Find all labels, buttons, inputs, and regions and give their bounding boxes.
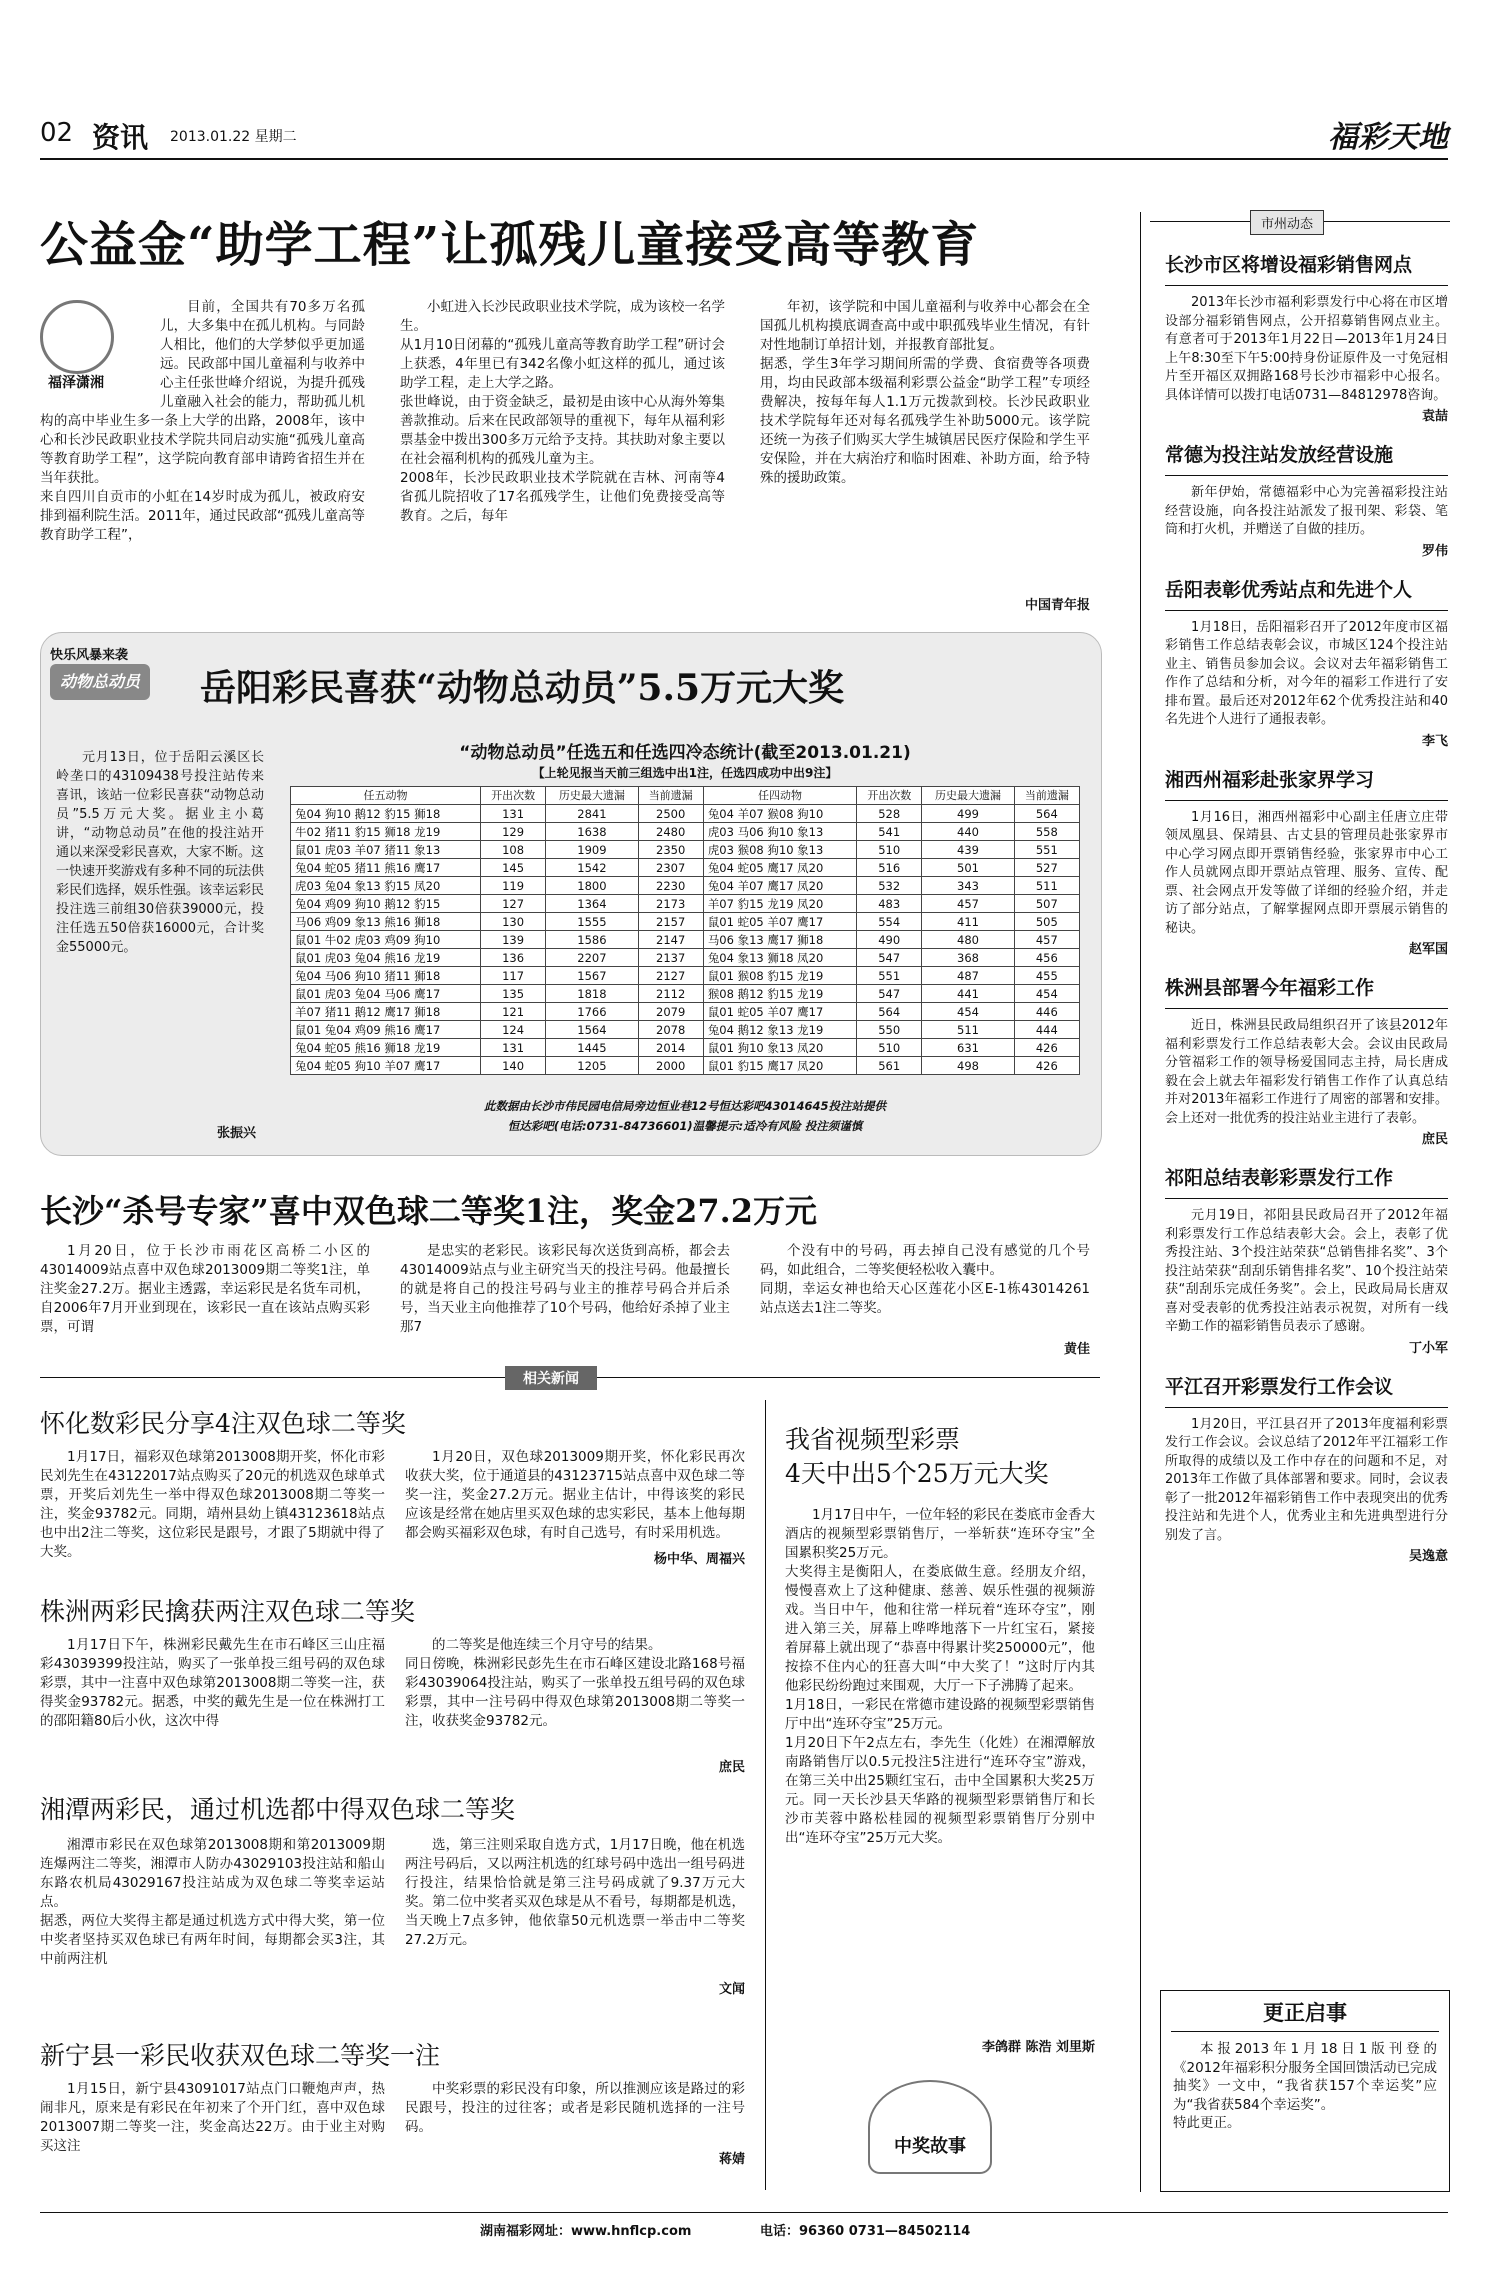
logo-spacer xyxy=(40,298,160,408)
box-author: 张振兴 xyxy=(216,1126,256,1141)
correction-title: 更正启事 xyxy=(1171,1991,1439,2032)
footer-website: 湖南福彩网址：www.hnflcp.com xyxy=(480,2224,692,2239)
table-cell: 129 xyxy=(480,823,545,841)
th-r4-animals: 任四动物 xyxy=(703,787,856,805)
table-cell: 兔04 羊07 鹰17 凤20 xyxy=(703,877,856,895)
huaihua-col2 xyxy=(405,1448,745,1550)
table-cell: 130 xyxy=(480,913,545,931)
table-cell: 516 xyxy=(857,859,922,877)
table-body xyxy=(291,805,1080,1075)
table-cell: 532 xyxy=(857,877,922,895)
table-cell: 虎03 猴08 狗10 象13 xyxy=(703,841,856,859)
xinning-author: 蒋婧 xyxy=(718,2152,745,2167)
table-row xyxy=(291,859,1080,877)
video-article-body xyxy=(785,1506,1095,2046)
table-cell: 480 xyxy=(922,931,1014,949)
table-cell: 108 xyxy=(480,841,545,859)
huaihua-col2-text: 1月20日，双色球2013009期开奖，怀化彩民再次收获大奖，位于通道县的43123715站点喜中双色球二等奖一注，奖金27.2万元。据业主估计，中得该奖的彩民应该是经常在她店里买双色球的忠实彩民，基本上他每期都会购买福彩双色球，有时自己选号，有时采用机选。 xyxy=(405,1449,745,1541)
table-cell: 117 xyxy=(480,967,545,985)
sidebar-title-rule xyxy=(1165,1198,1448,1199)
table-cell: 121 xyxy=(480,1003,545,1021)
table-cell: 547 xyxy=(857,985,922,1003)
table-cell: 2137 xyxy=(638,949,703,967)
changsha-col1-text: 1月20日，位于长沙市雨花区高桥二小区的43014009站点喜中双色球2013009期二等奖1注，单注奖金27.2万。据业主透露，幸运彩民是名货车司机，自2006年7月开业到现在，该彩民一直在该站点购买彩票，可谓 xyxy=(40,1243,370,1335)
table-cell: 528 xyxy=(857,805,922,823)
correction-text: 本报2013年1月18日1版刊登的《2012年福彩积分服务全国回馈活动已完成抽奖》一文中，“我省获157个幸运奖”应为“我省获584个幸运奖”。 特此更正。 xyxy=(1173,2041,1437,2131)
sidebar-news-text: 2013年长沙市福利彩票发行中心将在市区增设部分福彩销售网点，公开招募销售网点业主。有意者可于2013年1月22日—2013年1月24日上午8:30至下午5:00持身份证原件及一寸免冠相片至开福区双拥路168号长沙市福彩中心报名。具体详情可以拨打电话0731—84812978咨询。 xyxy=(1165,295,1448,403)
table-cell: 368 xyxy=(922,949,1014,967)
table-cell: 507 xyxy=(1014,895,1079,913)
table-cell: 兔04 蛇05 狗10 羊07 鹰17 xyxy=(291,1057,481,1075)
sidebar-news-title: 祁阳总结表彰彩票发行工作 xyxy=(1165,1167,1394,1189)
table-row xyxy=(291,1057,1080,1075)
table-cell: 兔04 马06 狗10 猪11 狮18 xyxy=(291,967,481,985)
sidebar-news-title: 平江召开彩票发行工作会议 xyxy=(1165,1375,1394,1398)
logo-text: 福泽潇湘 xyxy=(48,375,104,391)
sidebar-news-list xyxy=(1165,250,1448,1930)
table-row xyxy=(291,985,1080,1003)
cold-stats-table xyxy=(290,786,1080,1075)
video-article-author: 李鸽群 陈浩 刘里斯 xyxy=(981,2040,1095,2055)
winning-story-badge: 中奖故事 xyxy=(894,2136,966,2157)
table-cell: 1818 xyxy=(546,985,638,1003)
changsha-author: 黄佳 xyxy=(1063,1342,1090,1357)
table-cell: 2000 xyxy=(638,1057,703,1075)
footer-rule xyxy=(40,2212,1448,2213)
th-r4-curmiss: 当前遗漏 xyxy=(1014,787,1079,805)
table-cell: 505 xyxy=(1014,913,1079,931)
th-r4-count: 开出次数 xyxy=(857,787,922,805)
sidebar-title-rule xyxy=(1165,285,1448,286)
table-cell: 135 xyxy=(480,985,545,1003)
th-r5-curmiss: 当前遗漏 xyxy=(638,787,703,805)
zhuzhou-headline: 株洲两彩民擒获两注双色球二等奖 xyxy=(40,1597,416,1626)
table-cell: 1364 xyxy=(546,895,638,913)
table-cell: 1638 xyxy=(546,823,638,841)
main-article-col3 xyxy=(760,298,1090,608)
table-title: “动物总动员”任选五和任选四冷态统计(截至2013.01.21) xyxy=(459,743,911,763)
video-article-text: 1月17日中午，一位年轻的彩民在娄底市金香大酒店的视频型彩票销售厅，一举斩获“连环夺宝”全国累积奖25万元。 大奖得主是衡阳人，在娄底做生意。经朋友介绍，慢慢喜欢上了这种健康、慈善、娱乐性强的视频游戏。当日中午，他和往常一样玩着“连环夺宝”，刚进入第三关，屏幕上哗哗地落下一片红宝石，紧接着屏幕上就出现了“恭喜中得累计奖250000元”，他按捺不住内心的狂喜大叫“中大奖了！”这时厅内其他彩民纷纷跑过来围观，大厅一下子沸腾了起来。 1月18日，一彩民在常德市建设路的视频型彩票销售厅中出“连环夺宝”25万元。 1月20日下午2点左右，李先生（化姓）在湘潭解放南路销售厅以0.5元投注5注进行“连环夺宝”游戏，在第三关中出25颗红宝石，击中全国累积大奖25万元。同一天长沙县天华路的视频型彩票销售厅和长沙市芙蓉中路松桂园的视频型彩票销售厅分别中出“连环夺宝”25万元大奖。 xyxy=(785,1507,1095,1846)
table-cell: 鼠01 豹15 鹰17 凤20 xyxy=(703,1057,856,1075)
table-cell: 441 xyxy=(922,985,1014,1003)
table-cell: 124 xyxy=(480,1021,545,1039)
table-cell: 鼠01 虎03 兔04 马06 鹰17 xyxy=(291,985,481,1003)
table-cell: 527 xyxy=(1014,859,1079,877)
table-cell: 511 xyxy=(922,1021,1014,1039)
table-cell: 2207 xyxy=(546,949,638,967)
table-cell: 1567 xyxy=(546,967,638,985)
table-footnote-1: 此数据由长沙市伟民园电信局旁边恒业巷12号恒达彩吧43014645投注站提供 xyxy=(483,1099,886,1113)
sidebar-news-text: 新年伊始，常德福彩中心为完善福彩投注站经营设施，向各投注站派发了报刊架、彩袋、笔筒和打火机，并赠送了自做的挂历。 xyxy=(1165,485,1448,537)
xiangtan-col1-text: 湘潭市彩民在双色球第2013008期和第2013009期连爆两注二等奖，湘潭市人防办43029103投注站和船山东路农机局43029167投注站成为双色球二等奖幸运站点。 据悉，两位大奖得主都是通过机选方式中得大奖，第一位中奖者坚持买双色球已有两年时间，每期都会买3注，其中前两注机 xyxy=(40,1837,385,1967)
sidebar-news-author: 袁喆 xyxy=(1421,409,1448,424)
xiangtan-author: 文闻 xyxy=(718,1982,745,1997)
table-cell: 499 xyxy=(922,805,1014,823)
sidebar-badge: 市州动态 xyxy=(1250,210,1324,235)
table-cell: 564 xyxy=(1014,805,1079,823)
table-cell: 2500 xyxy=(638,805,703,823)
table-cell: 兔04 羊07 猴08 狗10 xyxy=(703,805,856,823)
table-cell: 鼠01 蛇05 羊07 鹰17 xyxy=(703,913,856,931)
table-cell: 564 xyxy=(857,1003,922,1021)
col1-text: 目前，全国共有70多万名孤儿，大多集中在孤儿机构。与同龄人相比，他们的大学梦似乎更加遥远。民政部中国儿童福利与收养中心主任张世峰介绍说，为提升孤残儿童融入社会的能力，帮助孤儿机构的高中毕业生多一条上大学的出路，2008年，该中心和长沙民政职业技术学院共同启动实施“孤残儿童高等教育助学工程”，这学院向教育部申请跨省招生并在当年获批。 来自四川自贡市的小虹在14岁时成为孤儿，被政府安排到福利院生活。2011年，通过民政部“孤残儿童高等教育助学工程”， xyxy=(40,299,365,543)
table-cell: 558 xyxy=(1014,823,1079,841)
col2-text: 小虹进入长沙民政职业技术学院，成为该校一名学生。 从1月10日闭幕的“孤残儿童高等教育助学工程”研讨会上获悉，4年里已有342名像小虹这样的孤儿，通过该助学工程，走上大学之路。 张世峰说，由于资金缺乏，最初是由该中心从海外筹集善款推动。后来在民政部领导的重视下，每年从福利彩票基金中拨出300多万元给予支持。其扶助对象主要以在社会福利机构的孤残儿童为主。 2008年，长沙民政职业技术学院就在吉林、河南等4省孤儿院招收了17名孤残学生，让他们免费接受高等教育。之后，每年 xyxy=(400,299,725,524)
xiangtan-col1 xyxy=(40,1836,385,1996)
table-cell: 501 xyxy=(922,859,1014,877)
table-cell: 马06 鸡09 象13 熊16 狮18 xyxy=(291,913,481,931)
date-value: 2013.01.22 xyxy=(170,129,251,145)
sidebar-news-author: 庶民 xyxy=(1421,1132,1448,1147)
table-cell: 2841 xyxy=(546,805,638,823)
box-story-text: 元月13日，位于岳阳云溪区长岭垄口的43109438号投注站传来喜讯，该站一位彩民喜获“动物总动员”5.5万元大奖。据业主小葛讲，“动物总动员”在他的投注站开通以来深受彩民喜欢，大家不断。这一快速开奖游戏有多种不同的玩法供彩民们选择，娱乐性强。该幸运彩民投注选三前组30倍获39000元，投注任选五50倍获16000元，合计奖金55000元。 xyxy=(56,750,264,955)
table-cell: 兔04 狗10 鹅12 豹15 狮18 xyxy=(291,805,481,823)
th-r5-animals: 任五动物 xyxy=(291,787,481,805)
sidebar-news-title: 常德为投注站发放经营设施 xyxy=(1165,444,1394,466)
table-cell: 1909 xyxy=(546,841,638,859)
table-cell: 139 xyxy=(480,931,545,949)
table-cell: 426 xyxy=(1014,1057,1079,1075)
sidebar-news-author: 吴逸意 xyxy=(1408,1549,1448,1564)
table-cell: 2350 xyxy=(638,841,703,859)
main-headline: 公益金“助学工程”让孤残儿童接受高等教育 xyxy=(40,217,980,273)
table-cell: 2078 xyxy=(638,1021,703,1039)
changsha-col2 xyxy=(400,1242,730,1360)
table-cell: 1205 xyxy=(546,1057,638,1075)
table-row xyxy=(291,895,1080,913)
table-cell: 2079 xyxy=(638,1003,703,1021)
table-cell: 440 xyxy=(922,823,1014,841)
column-divider xyxy=(765,1400,766,2190)
sidebar-news-item xyxy=(1165,250,1448,424)
masthead-logo: 福彩天地 xyxy=(1328,120,1448,155)
table-cell: 483 xyxy=(857,895,922,913)
table-cell: 鼠01 虎03 羊07 猪11 象13 xyxy=(291,841,481,859)
table-row xyxy=(291,877,1080,895)
table-cell: 鼠01 猴08 豹15 龙19 xyxy=(703,967,856,985)
col3-text: 年初，该学院和中国儿童福利与收养中心都会在全国孤儿机构摸底调查高中或中职孤残毕业生情况，有针对性地制订单招计划，并报教育部批复。 据悉，学生3年学习期间所需的学费、食宿费等各项费用，均由民政部本级福利彩票公益金“助学工程”专项经费解决，按每年每人1.1万元拨款到校。长沙民政职业技术学院每年还对每名孤残学生补助5000元。该学院还统一为孩子们购买大学生城镇居民医疗保险和学生平安保险，并在大病治疗和临时困难、补助方面，给予特殊的援助政策。 xyxy=(760,299,1090,486)
table-cell: 鼠01 狗10 象13 凤20 xyxy=(703,1039,856,1057)
xinning-col2-text: 中奖彩票的彩民没有印象，所以推测应该是路过的彩民跟号，投注的过往客；或者是彩民随机选择的一注号码。 xyxy=(405,2081,745,2135)
table-cell: 541 xyxy=(857,823,922,841)
sidebar-title-rule xyxy=(1165,1407,1448,1408)
table-cell: 2173 xyxy=(638,895,703,913)
table-cell: 兔04 蛇05 熊16 狮18 龙19 xyxy=(291,1039,481,1057)
xinning-col2 xyxy=(405,2080,745,2146)
box-headline: 岳阳彩民喜获“动物总动员”5.5万元大奖 xyxy=(200,667,845,709)
table-cell: 131 xyxy=(480,805,545,823)
main-article-col1 xyxy=(40,298,365,628)
sidebar-title-rule xyxy=(1165,1008,1448,1009)
sidebar-news-title: 湘西州福彩赴张家界学习 xyxy=(1165,768,1375,791)
table-row xyxy=(291,949,1080,967)
sidebar-news-text: 1月20日，平江县召开了2013年度福利彩票发行工作会议。会议总结了2012年平江福彩工作所取得的成绩以及工作中存在的问题和不足，对2013年工作做了具体部署和要求。同时，会议表彰了一批2012年福彩销售工作中表现突出的优秀投注站和先进个人，优秀业主和先进典型进行分别发了言。 xyxy=(1165,1416,1448,1543)
sidebar-news-text: 1月16日，湘西州福彩中心副主任唐立庄带领凤凰县、保靖县、古丈县的管理员赴张家界市中心学习网点即开票销售经验，张家界市中心工作人员就网点即开票站点管理、服务、宣传、配票、社会网点开发等做了详细的经验介绍，并走访了部分站点，了解掌握网点即开票展示销售的秘诀。 xyxy=(1165,809,1448,936)
table-cell: 兔04 鹅12 象13 龙19 xyxy=(703,1021,856,1039)
box-story xyxy=(56,748,264,1078)
zhuzhou-col1-text: 1月17日下午，株洲彩民戴先生在市石峰区三山庄福彩43039399投注站，购买了一张单投三组号码的双色球彩票，其中一注喜中双色球第2013008期二等奖一注，获得奖金93782元。据悉，中奖的戴先生是一位在株洲打工的邵阳籍80后小伙，这次中得 xyxy=(40,1637,385,1729)
table-cell: 457 xyxy=(922,895,1014,913)
table-cell: 1800 xyxy=(546,877,638,895)
animal-game-logo: 动物总动员 xyxy=(50,664,150,700)
main-article-source: 中国青年报 xyxy=(1024,598,1090,613)
sidebar-news-item xyxy=(1165,973,1448,1147)
table-cell: 1766 xyxy=(546,1003,638,1021)
table-cell: 547 xyxy=(857,949,922,967)
table-cell: 455 xyxy=(1014,967,1079,985)
zhuzhou-col2 xyxy=(405,1636,745,1756)
table-cell: 343 xyxy=(922,877,1014,895)
table-header-row xyxy=(291,787,1080,805)
zhuzhou-col1 xyxy=(40,1636,385,1776)
changsha-col3 xyxy=(760,1242,1090,1342)
th-r4-maxmiss: 历史最大遗漏 xyxy=(922,787,1014,805)
table-cell: 2014 xyxy=(638,1039,703,1057)
table-cell: 411 xyxy=(922,913,1014,931)
table-cell: 猴08 鹅12 豹15 龙19 xyxy=(703,985,856,1003)
th-r5-maxmiss: 历史最大遗漏 xyxy=(546,787,638,805)
sidebar-news-author: 丁小军 xyxy=(1408,1340,1448,1356)
table-cell: 兔04 蛇05 猪11 熊16 鹰17 xyxy=(291,859,481,877)
table-row xyxy=(291,967,1080,985)
table-cell: 兔04 蛇05 鹰17 凤20 xyxy=(703,859,856,877)
xinning-col1-text: 1月15日，新宁县43091017站点门口鞭炮声声，热闹非凡，原来是有彩民在年初来了个开门红，喜中双色球2013007期二等奖一注，奖金高达22万。由于业主对购买这注 xyxy=(40,2081,385,2154)
correction-box xyxy=(1160,1990,1450,2192)
table-cell: 444 xyxy=(1014,1021,1079,1039)
table-cell: 2127 xyxy=(638,967,703,985)
table-cell: 490 xyxy=(857,931,922,949)
weekday: 星期二 xyxy=(254,129,297,145)
table-cell: 2230 xyxy=(638,877,703,895)
box-tag: 快乐风暴来袭 xyxy=(50,648,129,663)
sidebar-news-text: 1月18日，岳阳福彩召开了2012年度市区福彩销售工作总结表彰会议，市城区124个投注站业主、销售员参加会议。会议对去年福彩销售工作作了总结和分析，对今年的福彩工作进行了安排布置。最后还对2012年62个优秀投注站和40名先进个人进行了通报表彰。 xyxy=(1165,619,1448,727)
table-subtitle: 【上轮见报当天前三组选中出1注，任选四成功中出9注】 xyxy=(532,766,838,780)
changsha-col1 xyxy=(40,1242,370,1360)
sidebar-news-title: 岳阳表彰优秀站点和先进个人 xyxy=(1165,578,1413,601)
table-cell: 457 xyxy=(1014,931,1079,949)
table-cell: 2147 xyxy=(638,931,703,949)
zhuzhou-author: 庶民 xyxy=(718,1760,745,1775)
sidebar-news-author: 罗伟 xyxy=(1421,543,1448,559)
story-ribbon-icon xyxy=(868,2080,992,2174)
table-row xyxy=(291,931,1080,949)
table-cell: 1555 xyxy=(546,913,638,931)
table-cell: 511 xyxy=(1014,877,1079,895)
table-cell: 2112 xyxy=(638,985,703,1003)
sidebar-news-text: 元月19日，祁阳县民政局召开了2012年福利彩票发行工作总结表彰大会。会上，表彰了优秀投注站、3个投注站荣获“总销售排名奖”、3个投注站荣获“刮刮乐销售排名奖”、10个投注站荣获“刮刮乐完成任务奖”。会上，民政局局长唐双喜对受表彰的优秀投注站表示祝贺，对所有一线辛勤工作的福彩销售员表示了感谢。 xyxy=(1165,1208,1448,1334)
changsha-headline: 长沙“杀号专家”喜中双色球二等奖1注，奖金27.2万元 xyxy=(40,1192,818,1230)
table-cell: 羊07 豹15 龙19 凤20 xyxy=(703,895,856,913)
table-cell: 2157 xyxy=(638,913,703,931)
table-cell: 鼠01 蛇05 羊07 鹰17 xyxy=(703,1003,856,1021)
huaihua-col1-text: 1月17日，福彩双色球第2013008期开奖，怀化市彩民刘先生在43122017站点购买了20元的机选双色球单式票，开奖后刘先生一举中得双色球2013008期二等奖一注，奖金93782元。同期，靖州县幼上镇43123618站点也中出2注二等奖，这位彩民是跟号，才跟了5期就中得了大奖。 xyxy=(40,1449,385,1560)
table-cell: 510 xyxy=(857,1039,922,1057)
sidebar-news-author: 赵军国 xyxy=(1408,942,1448,957)
sidebar-news-item xyxy=(1165,575,1448,749)
table-cell: 虎03 兔04 象13 豹15 凤20 xyxy=(291,877,481,895)
table-cell: 羊07 猪11 鹅12 鹰17 狮18 xyxy=(291,1003,481,1021)
table-row xyxy=(291,823,1080,841)
table-cell: 牛02 猪11 豹15 狮18 龙19 xyxy=(291,823,481,841)
video-headline-2: 4天中出5个25万元大奖 xyxy=(785,1459,1049,1488)
table-cell: 426 xyxy=(1014,1039,1079,1057)
table-cell: 561 xyxy=(857,1057,922,1075)
table-cell: 554 xyxy=(857,913,922,931)
table-cell: 1586 xyxy=(546,931,638,949)
table-cell: 虎03 马06 狗10 象13 xyxy=(703,823,856,841)
sidebar-news-title: 株洲县部署今年福彩工作 xyxy=(1165,977,1375,999)
sidebar-title-rule xyxy=(1165,800,1448,801)
sidebar-news-author: 李飞 xyxy=(1421,733,1448,749)
header-rule xyxy=(40,158,1448,160)
sidebar-title-rule xyxy=(1165,475,1448,476)
changsha-col3-text: 个没有中的号码，再去掉自己没有感觉的几个号码，如此组合，二等奖便轻松收入囊中。 同期，幸运女神也给天心区莲花小区E-1栋43014261站点送去1注二等奖。 xyxy=(760,1243,1090,1316)
table-cell: 鼠01 虎03 兔04 熊16 龙19 xyxy=(291,949,481,967)
xiangtan-col2-text: 选，第三注则采取自选方式，1月17日晚，他在机选两注号码后，又以两注机选的红球号码中选出一组号码进行投注，结果恰恰就是第三注号码成就了9.37万元大奖。第二位中奖者买双色球是从不看号，每期都是机选，当天晚上7点多钟，他依靠50元机选票一举击中二等奖27.2万元。 xyxy=(405,1837,745,1948)
table-cell: 119 xyxy=(480,877,545,895)
table-footnote-2: 恒达彩吧(电话:0731-84736601)温馨提示:适冷有风险 投注须谨慎 xyxy=(507,1119,863,1133)
sidebar-news-item xyxy=(1165,765,1448,958)
xiangtan-headline: 湘潭两彩民，通过机选都中得双色球二等奖 xyxy=(40,1795,516,1824)
huaihua-col1 xyxy=(40,1448,385,1568)
table-cell: 兔04 鸡09 狗10 鹅12 豹15 xyxy=(291,895,481,913)
footer-phone: 电话：96360 0731—84502114 xyxy=(760,2224,971,2239)
table-cell: 马06 象13 鹰17 狮18 xyxy=(703,931,856,949)
table-cell: 140 xyxy=(480,1057,545,1075)
xiangtan-col2 xyxy=(405,1836,745,1976)
table-cell: 454 xyxy=(922,1003,1014,1021)
table-cell: 2480 xyxy=(638,823,703,841)
sidebar-news-title: 长沙市区将增设福彩销售网点 xyxy=(1165,254,1413,276)
table-cell: 127 xyxy=(480,895,545,913)
table-row xyxy=(291,913,1080,931)
table-cell: 鼠01 兔04 鸡09 熊16 鹰17 xyxy=(291,1021,481,1039)
table-row xyxy=(291,841,1080,859)
related-news-label: 相关新闻 xyxy=(505,1366,597,1390)
table-cell: 1564 xyxy=(546,1021,638,1039)
huaihua-headline: 怀化数彩民分享4注双色球二等奖 xyxy=(40,1409,406,1438)
video-headline-1: 我省视频型彩票 xyxy=(785,1425,961,1454)
table-cell: 454 xyxy=(1014,985,1079,1003)
table-cell: 1445 xyxy=(546,1039,638,1057)
table-cell: 439 xyxy=(922,841,1014,859)
table-cell: 510 xyxy=(857,841,922,859)
table-cell: 兔04 象13 狮18 凤20 xyxy=(703,949,856,967)
xinning-col1 xyxy=(40,2080,385,2170)
table-cell: 136 xyxy=(480,949,545,967)
changsha-col2-text: 是忠实的老彩民。该彩民每次送货到高桥，都会去43014009站点与业主研究当天的投注号码。他最擅长的就是将自己的投注号码与业主的推荐号码合并后杀号，当天业主向他推荐了10个号码，他给好杀掉了业主那7 xyxy=(400,1243,730,1335)
sidebar-news-item xyxy=(1165,440,1448,559)
sidebar-news-item xyxy=(1165,1163,1448,1356)
table-cell: 631 xyxy=(922,1039,1014,1057)
sidebar-news-text: 近日，株洲县民政局组织召开了该县2012年福利彩票发行工作总结表彰大会。会议由民政局分管福彩工作的领导杨爱国同志主持，局长唐成毅在会上就去年福彩发行销售工作作了认真总结并对2013年福彩工作进行了周密的部署和安排。会上还对一批优秀的投注站业主进行了表彰。 xyxy=(1165,1018,1448,1126)
zhuzhou-col2-text: 的二等奖是他连续三个月守号的结果。 同日傍晚，株洲彩民彭先生在市石峰区建设北路168号福彩43039064投注站，购买了一张单投五组号码的双色球彩票，其中一注号码中得双色球第2013008期二等奖一注，收获奖金93782元。 xyxy=(405,1637,745,1729)
main-article-col2 xyxy=(400,298,725,628)
table-cell: 456 xyxy=(1014,949,1079,967)
table-cell: 446 xyxy=(1014,1003,1079,1021)
table-cell: 551 xyxy=(857,967,922,985)
section-name: 资讯 xyxy=(92,121,149,154)
table-row xyxy=(291,1003,1080,1021)
table-cell: 145 xyxy=(480,859,545,877)
page-number: 02 xyxy=(40,118,74,148)
table-cell: 鼠01 牛02 虎03 鸡09 狗10 xyxy=(291,931,481,949)
huaihua-author: 杨中华、周福兴 xyxy=(653,1552,745,1567)
table-cell: 487 xyxy=(922,967,1014,985)
sidebar-news-item xyxy=(1165,1372,1448,1565)
table-row xyxy=(291,1039,1080,1057)
issue-date xyxy=(170,126,297,146)
table-row xyxy=(291,805,1080,823)
table-cell: 498 xyxy=(922,1057,1014,1075)
table-cell: 131 xyxy=(480,1039,545,1057)
th-r5-count: 开出次数 xyxy=(480,787,545,805)
sidebar-title-rule xyxy=(1165,610,1448,611)
xinning-headline: 新宁县一彩民收获双色球二等奖一注 xyxy=(40,2041,441,2070)
table-cell: 551 xyxy=(1014,841,1079,859)
table-cell: 1542 xyxy=(546,859,638,877)
table-cell: 550 xyxy=(857,1021,922,1039)
table-cell: 2307 xyxy=(638,859,703,877)
sidebar-divider xyxy=(1140,212,1141,2192)
table-row xyxy=(291,1021,1080,1039)
